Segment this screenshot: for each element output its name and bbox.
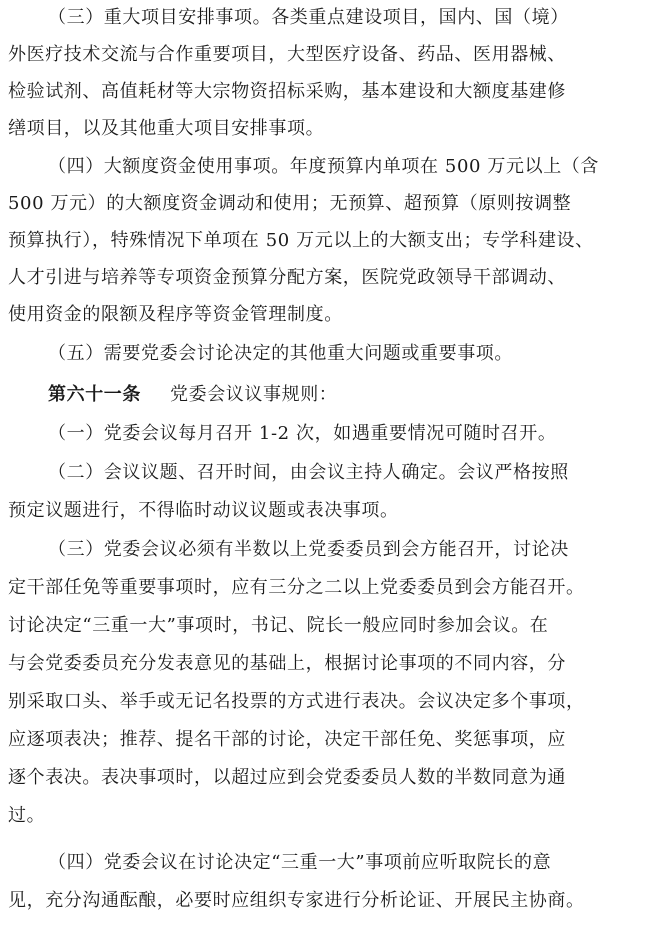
- paragraph-line: 党委会议议事规则：: [170, 384, 338, 405]
- paragraph-line: （四）党委会议在讨论决定“三重一大”事项前应听取院长的意: [48, 852, 552, 873]
- paragraph-line: 定干部任免等重要事项时，应有三分之二以上党委委员到会方能召开。: [8, 577, 585, 598]
- paragraph-line: 人才引进与培养等专项资金预算分配方案，医院党政领导干部调动、: [8, 267, 566, 288]
- paragraph-line: 预定议题进行，不得临时动议议题或表决事项。: [8, 500, 399, 521]
- paragraph-line: 见，充分沟通酝酿，必要时应组织专家进行分析论证、开展民主协商。: [8, 890, 585, 911]
- paragraph-line: 逐个表决。表决事项时，以超过应到会党委委员人数的半数同意为通: [8, 767, 566, 788]
- paragraph-line: 与会党委委员充分发表意见的基础上，根据讨论事项的不同内容，分: [8, 653, 566, 674]
- paragraph-line: 预算执行），特殊情况下单项在 50 万元以上的大额支出；专学科建设、: [8, 230, 594, 251]
- paragraph-line: （四）大额度资金使用事项。年度预算内单项在 500 万元以上（含: [48, 156, 599, 177]
- paragraph-line: 讨论决定“三重一大”事项时，书记、院长一般应同时参加会议。在: [8, 615, 549, 636]
- paragraph-line: 别采取口头、举手或无记名投票的方式进行表决。会议决定多个事项，: [8, 691, 585, 712]
- article-title: 第六十一条: [48, 384, 141, 405]
- paragraph-line: 使用资金的限额及程序等资金管理制度。: [8, 304, 343, 325]
- paragraph-line: 检验试剂、高值耗材等大宗物资招标采购，基本建设和大额度基建修: [8, 81, 566, 102]
- paragraph-line: （二）会议议题、召开时间，由会议主持人确定。会议严格按照: [48, 462, 569, 483]
- paragraph-line: 应逐项表决；推荐、提名干部的讨论，决定干部任免、奖惩事项，应: [8, 729, 566, 750]
- paragraph-line: 过。: [8, 805, 46, 826]
- paragraph-line: 500 万元）的大额度资金调动和使用；无预算、超预算（原则按调整: [8, 193, 572, 214]
- paragraph-line: 缮项目，以及其他重大项目安排事项。: [8, 118, 325, 139]
- paragraph-line: 外医疗技术交流与合作重要项目，大型医疗设备、药品、医用器械、: [8, 44, 566, 65]
- paragraph-line: （三）重大项目安排事项。各类重点建设项目，国内、国（境）: [48, 7, 569, 28]
- paragraph-line: （五）需要党委会讨论决定的其他重大问题或重要事项。: [48, 343, 513, 364]
- paragraph-line: （一）党委会议每月召开 1-2 次，如遇重要情况可随时召开。: [48, 423, 557, 444]
- paragraph-line: （三）党委会议必须有半数以上党委委员到会方能召开，讨论决: [48, 539, 569, 560]
